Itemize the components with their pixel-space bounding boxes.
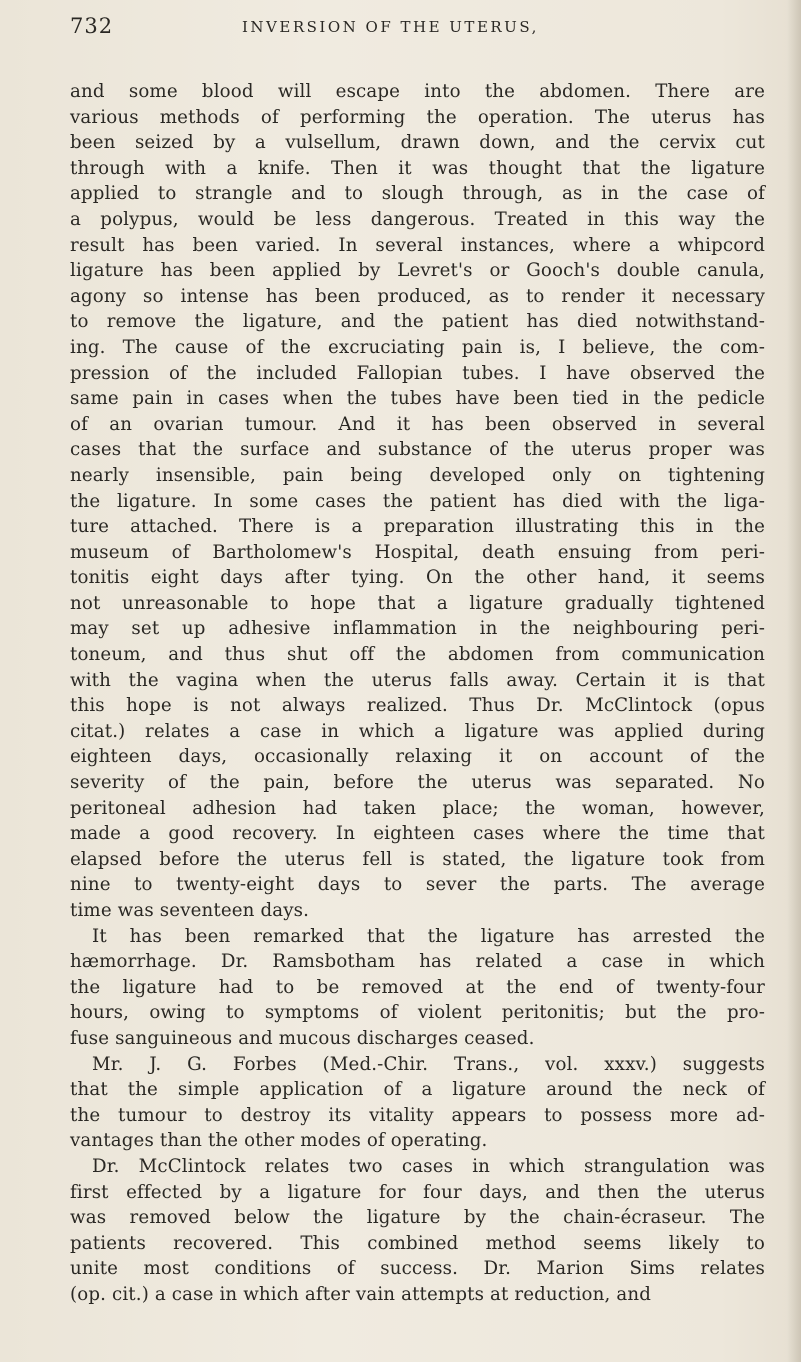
text-line: eighteen days, occasionally relaxing it on account of the bbox=[70, 746, 765, 768]
text-line: elapsed before the uterus fell is stated, the ligature took from bbox=[70, 848, 765, 870]
text-line: of an ovarian tumour. And it has been observed in several bbox=[70, 413, 765, 435]
text-line: nearly insensible, pain being developed only on tightening bbox=[70, 464, 765, 486]
running-head: INVERSION OF THE UTERUS, bbox=[242, 18, 539, 36]
text-line: Mr. J. G. Forbes (Med.-Chir. Trans., vol. xxxv.) suggests bbox=[92, 1053, 765, 1075]
text-line: to remove the ligature, and the patient has died notwithstand- bbox=[70, 311, 765, 333]
text-line: museum of Bartholomew's Hospital, death ensuing from peri- bbox=[70, 541, 765, 563]
text-line: nine to twenty-eight days to sever the parts. The average bbox=[70, 874, 765, 896]
text-line: unite most conditions of success. Dr. Marion Sims relates bbox=[70, 1258, 765, 1280]
text-line: agony so intense has been produced, as to render it necessary bbox=[70, 285, 765, 307]
text-line: various methods of performing the operation. The uterus has bbox=[70, 106, 765, 128]
text-line: first effected by a ligature for four days, and then the uterus bbox=[70, 1181, 765, 1203]
text-line: made a good recovery. In eighteen cases where the time that bbox=[70, 823, 765, 845]
text-line: hæmorrhage. Dr. Ramsbotham has related a case in which bbox=[70, 951, 765, 973]
text-line: through with a knife. Then it was thought that the ligature bbox=[70, 157, 765, 179]
text-line: citat.) relates a case in which a ligature was applied during bbox=[70, 720, 765, 742]
text-line: the ligature had to be removed at the end of twenty-four bbox=[70, 976, 765, 998]
text-line: hours, owing to symptoms of violent peritonitis; but the pro- bbox=[70, 1002, 765, 1024]
text-line: tonitis eight days after tying. On the other hand, it seems bbox=[70, 567, 765, 589]
text-line: applied to strangle and to slough through, as in the case of bbox=[70, 183, 765, 205]
page-header bbox=[70, 14, 760, 44]
paragraph bbox=[70, 1052, 765, 1154]
page-number: 732 bbox=[70, 14, 114, 38]
text-line: same pain in cases when the tubes have been tied in the pedicle bbox=[70, 388, 765, 410]
text-line: (op. cit.) a case in which after vain attempts at reduction, and bbox=[70, 1283, 652, 1305]
text-line: vantages than the other modes of operating. bbox=[70, 1130, 488, 1152]
text-line: ture attached. There is a preparation illustrating this in the bbox=[70, 516, 765, 538]
text-line: was removed below the ligature by the chain-écraseur. The bbox=[70, 1207, 765, 1229]
paragraph bbox=[70, 79, 765, 924]
body-text bbox=[70, 79, 765, 1308]
text-line: pression of the included Fallopian tubes. I have observed the bbox=[70, 362, 765, 384]
text-line: may set up adhesive inflammation in the neighbouring peri- bbox=[70, 618, 765, 640]
paragraph bbox=[70, 1154, 765, 1308]
text-line: patients recovered. This combined method seems likely to bbox=[70, 1232, 765, 1254]
text-line: a polypus, would be less dangerous. Treated in this way the bbox=[70, 208, 765, 230]
text-line: cases that the surface and substance of the uterus proper was bbox=[70, 439, 765, 461]
text-line: and some blood will escape into the abdomen. There are bbox=[70, 81, 765, 102]
text-line: that the simple application of a ligature around the neck of bbox=[70, 1079, 765, 1101]
text-line: ing. The cause of the excruciating pain is, I believe, the com- bbox=[70, 336, 765, 358]
page-edge-shadow bbox=[787, 0, 801, 1362]
text-line: not unreasonable to hope that a ligature gradually tightened bbox=[70, 592, 765, 614]
paragraph bbox=[70, 924, 765, 1052]
text-line: with the vagina when the uterus falls away. Certain it is that bbox=[70, 669, 765, 691]
text-line: result has been varied. In several instances, where a whipcord bbox=[70, 234, 765, 256]
text-line: Dr. McClintock relates two cases in which strangulation was bbox=[92, 1155, 765, 1177]
text-line: It has been remarked that the ligature has arrested the bbox=[92, 925, 765, 947]
text-line: peritoneal adhesion had taken place; the woman, however, bbox=[70, 797, 765, 819]
text-line: been seized by a vulsellum, drawn down, and the cervix cut bbox=[70, 132, 765, 154]
text-line: time was seventeen days. bbox=[70, 900, 310, 921]
text-line: toneum, and thus shut off the abdomen from communication bbox=[70, 644, 765, 666]
text-line: the tumour to destroy its vitality appears to possess more ad- bbox=[70, 1104, 765, 1126]
text-line: ligature has been applied by Levret's or Gooch's double canula, bbox=[70, 260, 765, 282]
text-line: the ligature. In some cases the patient has died with the liga- bbox=[70, 490, 765, 512]
text-line: this hope is not always realized. Thus Dr. McClintock (opus bbox=[70, 695, 765, 717]
text-line: severity of the pain, before the uterus was separated. No bbox=[70, 772, 765, 794]
text-line: fuse sanguineous and mucous discharges ceased. bbox=[70, 1027, 535, 1049]
